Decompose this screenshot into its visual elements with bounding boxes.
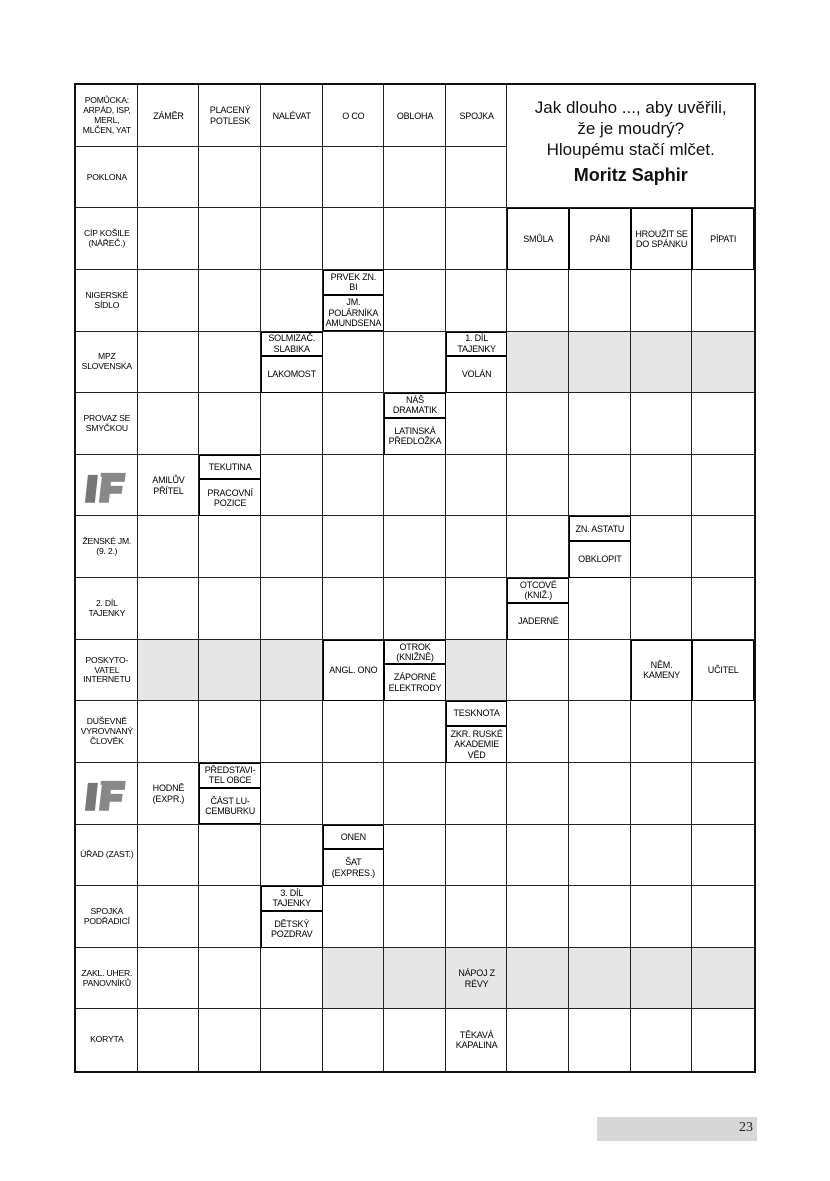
grid-cell[interactable] xyxy=(138,332,200,394)
clue-smula: SMŮLA xyxy=(507,208,569,270)
clue-tekava-kapalina: TĚKAVÁ KAPALINA xyxy=(455,1029,498,1051)
clue-polarnik: JM. POLÁRNÍKA AMUNDSENA xyxy=(323,295,385,332)
clue-urad: ÚŘAD (ZAST.) xyxy=(80,849,134,860)
grid-cell[interactable] xyxy=(507,825,569,887)
grid-cell[interactable] xyxy=(138,516,200,578)
clue-pomucka: POMŮCKA: ARPÁD, ISP, MERL, MLČEN, YAT xyxy=(82,95,131,135)
grid-cell[interactable] xyxy=(446,825,508,887)
clue-nigerske-sidlo: NIGERSKÉ SÍDLO xyxy=(85,289,129,310)
clue-jaderne: JADERNÉ xyxy=(507,603,569,640)
clue-zenske-jm: ŽENSKÉ JM. (9. 2.) xyxy=(82,536,132,557)
grid-cell[interactable] xyxy=(384,886,446,948)
grid-cell[interactable] xyxy=(199,1009,261,1071)
clue-cip-kosile: CÍP KOŠILE (NÁŘEČ.) xyxy=(84,228,130,249)
grid-cell[interactable] xyxy=(631,948,693,1010)
quote xyxy=(507,97,754,186)
grid-cell[interactable] xyxy=(138,270,200,332)
clue-hrouzit-se: HROUŽIT SE DO SPÁNKU xyxy=(631,208,693,270)
clue-napoj: NÁPOJ Z RÉVY xyxy=(458,968,495,989)
clue-zaporne-elektrody: ZÁPORNÉ ELEKTRODY xyxy=(384,664,446,701)
grid-cell[interactable] xyxy=(446,393,508,455)
clue-lakomost: LAKOMOST xyxy=(261,356,323,393)
grid-cell[interactable] xyxy=(323,208,385,270)
grid-cell[interactable] xyxy=(261,825,323,887)
clue-nalevat: NALÉVAT xyxy=(272,110,311,121)
clue-ucitel: UČITEL xyxy=(692,640,754,702)
grid-cell[interactable] xyxy=(692,578,754,640)
grid-cell[interactable] xyxy=(446,763,508,825)
grid-cell[interactable] xyxy=(199,270,261,332)
grid-cell[interactable] xyxy=(446,516,508,578)
grid-cell[interactable] xyxy=(446,147,508,209)
grid-cell[interactable] xyxy=(631,1009,693,1071)
grid-cell[interactable] xyxy=(507,332,569,394)
clue-poklona: POKLONA xyxy=(86,171,127,182)
grid-cell[interactable] xyxy=(569,825,631,887)
grid-cell[interactable] xyxy=(692,516,754,578)
grid-cell[interactable] xyxy=(569,701,631,763)
grid-cell[interactable] xyxy=(446,886,508,948)
grid-cell[interactable] xyxy=(138,393,200,455)
grid-cell[interactable] xyxy=(199,886,261,948)
grid-cell[interactable] xyxy=(384,701,446,763)
grid-cell[interactable] xyxy=(569,948,631,1010)
grid-cell[interactable] xyxy=(261,208,323,270)
grid-cell[interactable] xyxy=(199,208,261,270)
quote-line: že je moudrý? xyxy=(577,119,685,138)
clue-spojka-podradici: SPOJKA PODŘADICÍ xyxy=(83,906,130,926)
grid-cell[interactable] xyxy=(138,147,200,209)
clue-o-co: O CO xyxy=(342,110,365,121)
grid-cell[interactable] xyxy=(323,948,385,1010)
clue-pipati: PÍPATI xyxy=(692,208,754,270)
clue-zkr-ruske: ZKR. RUSKÉ AKADEMIE VĚD xyxy=(446,726,508,763)
grid-cell[interactable] xyxy=(507,640,569,702)
grid-cell[interactable] xyxy=(569,1009,631,1071)
grid-cell[interactable] xyxy=(261,763,323,825)
grid-cell[interactable] xyxy=(692,393,754,455)
clue-detsky-pozdrav: DĚTSKÝ POZDRAV xyxy=(261,911,323,948)
grid-cell[interactable] xyxy=(199,147,261,209)
grid-cell[interactable] xyxy=(323,332,385,394)
grid-cell[interactable] xyxy=(569,640,631,702)
grid-cell[interactable] xyxy=(384,948,446,1010)
clue-zamer: ZÁMĚR xyxy=(153,110,184,121)
grid-cell[interactable] xyxy=(384,1009,446,1071)
clue-cast-lucemburku: ČÁST LU- CEMBURKU xyxy=(199,788,261,825)
grid-cell[interactable] xyxy=(631,516,693,578)
grid-cell[interactable] xyxy=(569,578,631,640)
clue-placeny-potlesk: PLACENÝ POTLESK xyxy=(209,105,251,126)
grid-cell[interactable] xyxy=(507,763,569,825)
grid-cell[interactable] xyxy=(261,270,323,332)
puzzle-publisher-logo-icon xyxy=(76,455,138,517)
grid-cell[interactable] xyxy=(692,763,754,825)
clue-otcove: OTCOVÉ (KNIŽ.) xyxy=(507,578,569,603)
grid-cell[interactable] xyxy=(692,701,754,763)
grid-cell[interactable] xyxy=(384,516,446,578)
grid-cell[interactable] xyxy=(138,208,200,270)
grid-cell[interactable] xyxy=(261,147,323,209)
clue-otrok: OTROK (KNIŽNĚ) xyxy=(384,640,446,665)
grid-cell[interactable] xyxy=(507,701,569,763)
grid-cell[interactable] xyxy=(323,516,385,578)
grid-cell[interactable] xyxy=(323,763,385,825)
grid-cell[interactable] xyxy=(261,578,323,640)
grid-cell[interactable] xyxy=(692,948,754,1010)
grid-cell[interactable] xyxy=(384,825,446,887)
grid-cell[interactable] xyxy=(199,516,261,578)
grid-cell[interactable] xyxy=(323,578,385,640)
grid-cell[interactable] xyxy=(138,578,200,640)
crossword-grid xyxy=(74,83,756,1073)
grid-cell[interactable] xyxy=(384,578,446,640)
grid-cell[interactable] xyxy=(323,886,385,948)
grid-cell[interactable] xyxy=(507,1009,569,1071)
clue-sat: ŠAT (EXPRES.) xyxy=(323,849,385,886)
clue-dil1: 1. DÍL TAJENKY xyxy=(446,332,508,357)
grid-cell[interactable] xyxy=(138,701,200,763)
clue-angl-ono: ANGL. ONO xyxy=(323,640,385,702)
grid-cell[interactable] xyxy=(138,948,200,1010)
grid-cell[interactable] xyxy=(446,455,508,517)
clue-tekutina: TEKUTINA xyxy=(199,455,261,480)
grid-cell[interactable] xyxy=(261,1009,323,1071)
grid-cell[interactable] xyxy=(323,393,385,455)
grid-cell[interactable] xyxy=(507,455,569,517)
page-number-box xyxy=(597,1117,757,1141)
grid-cell[interactable] xyxy=(569,763,631,825)
clue-dusevne: DUŠEVNĚ VYROVNANÝ ČLOVĚK xyxy=(80,716,133,746)
clue-predstavitel: PŘEDSTAVI- TEL OBCE xyxy=(199,763,261,788)
grid-cell[interactable] xyxy=(384,147,446,209)
clue-volan: VOLÁN xyxy=(446,356,508,393)
grid-cell[interactable] xyxy=(261,701,323,763)
grid-cell[interactable] xyxy=(199,701,261,763)
clue-mpz-slovenska: MPZ SLOVENSKA xyxy=(81,351,132,372)
grid-cell[interactable] xyxy=(138,640,200,702)
clue-latinska-predlozka: LATINSKÁ PŘEDLOŽKA xyxy=(384,418,446,455)
grid-cell[interactable] xyxy=(569,270,631,332)
grid-cell[interactable] xyxy=(569,393,631,455)
puzzle-publisher-logo-icon xyxy=(76,763,138,825)
grid-cell[interactable] xyxy=(507,948,569,1010)
grid-cell[interactable] xyxy=(446,578,508,640)
grid-cell[interactable] xyxy=(631,825,693,887)
quote-line: Hloupému stačí mlčet. xyxy=(546,140,715,159)
clue-solmizac: SOLMIZAČ. SLABIKA xyxy=(261,332,323,357)
grid-cell[interactable] xyxy=(261,640,323,702)
grid-cell[interactable] xyxy=(261,393,323,455)
grid-cell[interactable] xyxy=(631,332,693,394)
grid-cell[interactable] xyxy=(692,455,754,517)
grid-cell[interactable] xyxy=(507,516,569,578)
grid-cell[interactable] xyxy=(569,455,631,517)
clue-zn-astatu: ZN. ASTATU xyxy=(569,516,631,541)
grid-cell[interactable] xyxy=(631,270,693,332)
grid-cell[interactable] xyxy=(199,948,261,1010)
grid-cell[interactable] xyxy=(446,270,508,332)
grid-cell[interactable] xyxy=(199,825,261,887)
clue-nem-kameny: NĚM. KAMENY xyxy=(631,640,693,702)
clue-amiluv-pritel: AMILŮV PŘÍTEL xyxy=(152,475,185,496)
grid-cell[interactable] xyxy=(138,886,200,948)
grid-cell[interactable] xyxy=(323,147,385,209)
clue-onen: ONEN xyxy=(323,825,385,850)
grid-cell[interactable] xyxy=(631,886,693,948)
grid-cell[interactable] xyxy=(261,516,323,578)
grid-cell[interactable] xyxy=(631,701,693,763)
grid-cell[interactable] xyxy=(199,578,261,640)
grid-cell[interactable] xyxy=(446,208,508,270)
grid-cell[interactable] xyxy=(384,455,446,517)
grid-cell[interactable] xyxy=(384,332,446,394)
grid-cell[interactable] xyxy=(569,332,631,394)
grid-cell[interactable] xyxy=(199,393,261,455)
grid-cell[interactable] xyxy=(631,763,693,825)
grid-cell[interactable] xyxy=(631,455,693,517)
grid-cell[interactable] xyxy=(384,763,446,825)
grid-cell[interactable] xyxy=(199,332,261,394)
grid-cell[interactable] xyxy=(323,1009,385,1071)
grid-cell[interactable] xyxy=(507,270,569,332)
grid-cell[interactable] xyxy=(323,701,385,763)
clue-pani: PÁNI xyxy=(569,208,631,270)
grid-cell[interactable] xyxy=(569,886,631,948)
grid-cell[interactable] xyxy=(631,393,693,455)
grid-cell[interactable] xyxy=(692,332,754,394)
clue-spojka: SPOJKA xyxy=(459,110,494,121)
grid-cell[interactable] xyxy=(138,825,200,887)
grid-cell[interactable] xyxy=(261,455,323,517)
grid-cell[interactable] xyxy=(446,640,508,702)
clue-poskytovatel: POSKYTO- VATEL INTERNETU xyxy=(83,654,131,685)
grid-cell[interactable] xyxy=(384,270,446,332)
clue-hodne: HODNĚ (EXPR.) xyxy=(152,783,185,804)
clue-tesknota: TESKNOTA xyxy=(446,701,508,726)
clue-pracovni-pozice: PRACOVNÍ POZICE xyxy=(199,479,261,516)
page-number: 23 xyxy=(739,1120,753,1135)
grid-cell[interactable] xyxy=(692,1009,754,1071)
clue-koryta: KORYTA xyxy=(90,1034,124,1045)
grid-cell[interactable] xyxy=(507,886,569,948)
clue-obloha: OBLOHA xyxy=(396,110,434,121)
grid-cell[interactable] xyxy=(692,825,754,887)
clue-obklopit: OBKLOPIT xyxy=(569,541,631,578)
clue-dil2: 2. DÍL TAJENKY xyxy=(88,597,126,618)
grid-cell[interactable] xyxy=(692,270,754,332)
grid-cell[interactable] xyxy=(199,640,261,702)
grid-cell[interactable] xyxy=(507,393,569,455)
clue-nas-dramatik: NÁŠ DRAMATIK xyxy=(384,393,446,418)
grid-cell[interactable] xyxy=(261,948,323,1010)
clue-dil3: 3. DÍL TAJENKY xyxy=(261,886,323,911)
quote-line: Jak dlouho ..., aby uvěřili, xyxy=(534,98,727,117)
grid-cell[interactable] xyxy=(323,455,385,517)
grid-cell[interactable] xyxy=(138,1009,200,1071)
clue-provaz: PROVAZ SE SMYČKOU xyxy=(83,413,131,433)
quote-author: Moritz Saphir xyxy=(573,165,688,185)
clue-zakl-uher: ZAKL. UHER. PANOVNÍKŮ xyxy=(81,967,133,988)
grid-cell[interactable] xyxy=(631,578,693,640)
clue-prvek-bi: PRVEK ZN. BI xyxy=(323,270,385,295)
grid-cell[interactable] xyxy=(692,886,754,948)
grid-cell[interactable] xyxy=(384,208,446,270)
